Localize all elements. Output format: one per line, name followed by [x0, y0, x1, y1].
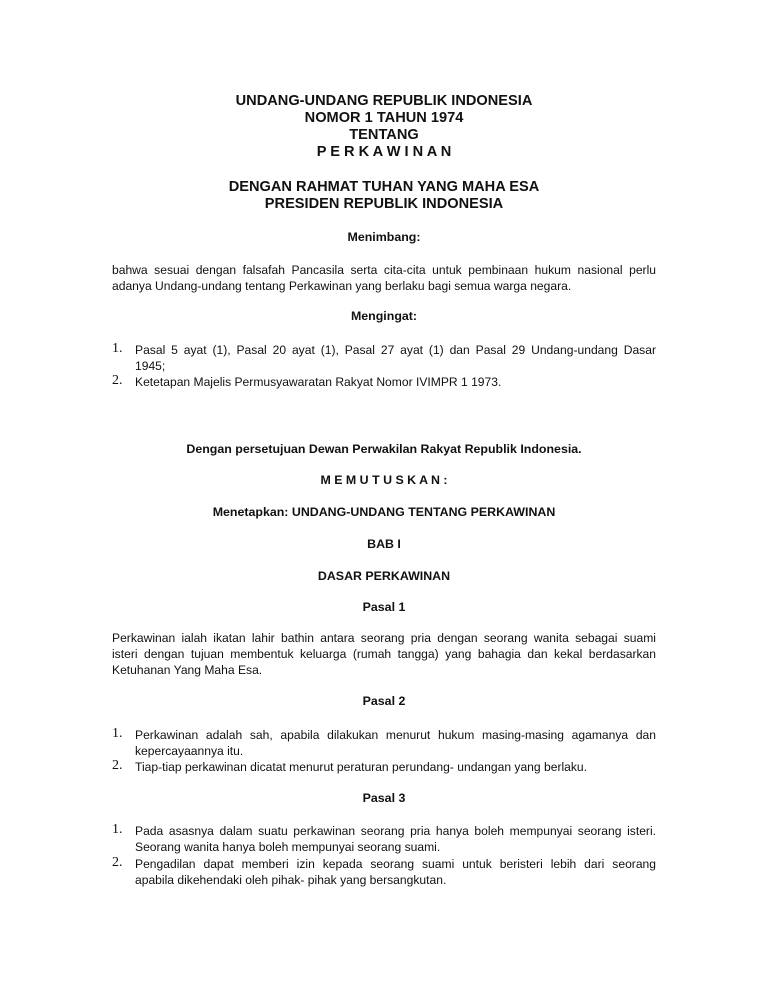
menetapkan-line: Menetapkan: UNDANG-UNDANG TENTANG PERKAWINAN	[212, 505, 556, 519]
list-number: 2.	[112, 758, 123, 773]
pasal-3-heading: Pasal 3	[362, 791, 406, 805]
text-line: kepercayaannya itu.	[135, 744, 244, 758]
list-number: 1.	[112, 341, 123, 356]
pasal-1-heading: Pasal 1	[362, 600, 406, 614]
law-title: UNDANG-UNDANG REPUBLIK INDONESIA	[235, 93, 533, 109]
text-line: Ketetapan Majelis Permusyawaratan Rakyat Nomor IVIMPR 1 1973.	[135, 375, 502, 389]
text-line: Tiap-tiap perkawinan dicatat menurut peraturan perundang- undangan yang berlaku.	[135, 760, 588, 774]
law-number: NOMOR 1 TAHUN 1974	[304, 110, 464, 126]
chapter-title: DASAR PERKAWINAN	[317, 569, 451, 583]
mengingat-heading: Mengingat:	[350, 309, 418, 323]
list-number: 1.	[112, 726, 123, 741]
text-line: Perkawinan ialah ikatan lahir bathin antara seorang pria dengan seorang wanita sebagai suami	[112, 631, 656, 645]
chapter-number: BAB I	[367, 537, 401, 551]
menimbang-paragraph	[112, 262, 656, 294]
text-line: Ketuhanan Yang Maha Esa.	[112, 663, 263, 677]
law-about: TENTANG	[349, 127, 419, 143]
persetujuan-line: Dengan persetujuan Dewan Perwakilan Rakyat Republik Indonesia.	[186, 442, 582, 456]
pasal-1-paragraph	[112, 630, 656, 678]
menimbang-heading: Menimbang:	[347, 230, 421, 244]
preamble-president: PRESIDEN REPUBLIK INDONESIA	[264, 196, 504, 212]
list-number: 2.	[112, 855, 123, 870]
list-number: 2.	[112, 373, 123, 388]
text-line: Pada asasnya dalam suatu perkawinan seorang pria hanya boleh mempunyai seorang isteri.	[135, 824, 656, 838]
preamble-invocation: DENGAN RAHMAT TUHAN YANG MAHA ESA	[228, 179, 540, 195]
text-line: Pengadilan dapat memberi izin kepada seorang suami untuk beristeri lebih dari seorang	[135, 857, 656, 871]
text-line: bahwa sesuai dengan falsafah Pancasila serta cita-cita untuk pembinaan hukum nasional perlu	[112, 263, 656, 277]
text-line: isteri dengan tujuan membentuk keluarga (rumah tangga) yang bahagia dan kekal berdasarkan	[112, 647, 656, 661]
text-line: Pasal 5 ayat (1), Pasal 20 ayat (1), Pasal 27 ayat (1) dan Pasal 29 Undang-undang Dasar	[135, 343, 656, 357]
memutuskan-heading: M E M U T U S K A N :	[320, 473, 448, 487]
text-line: apabila dikehendaki oleh pihak- pihak yang bersangkutan.	[135, 873, 447, 887]
text-line: adanya Undang-undang tentang Perkawinan yang berlaku bagi semua warga negara.	[112, 279, 572, 293]
list-number: 1.	[112, 822, 123, 837]
text-line: Perkawinan adalah sah, apabila dilakukan menurut hukum masing-masing agamanya dan	[135, 728, 656, 742]
law-subject: P E R K A W I N A N	[316, 144, 452, 160]
text-line: 1945;	[135, 359, 166, 373]
text-line: Seorang wanita hanya boleh mempunyai seorang suami.	[135, 840, 441, 854]
pasal-2-heading: Pasal 2	[362, 694, 406, 708]
